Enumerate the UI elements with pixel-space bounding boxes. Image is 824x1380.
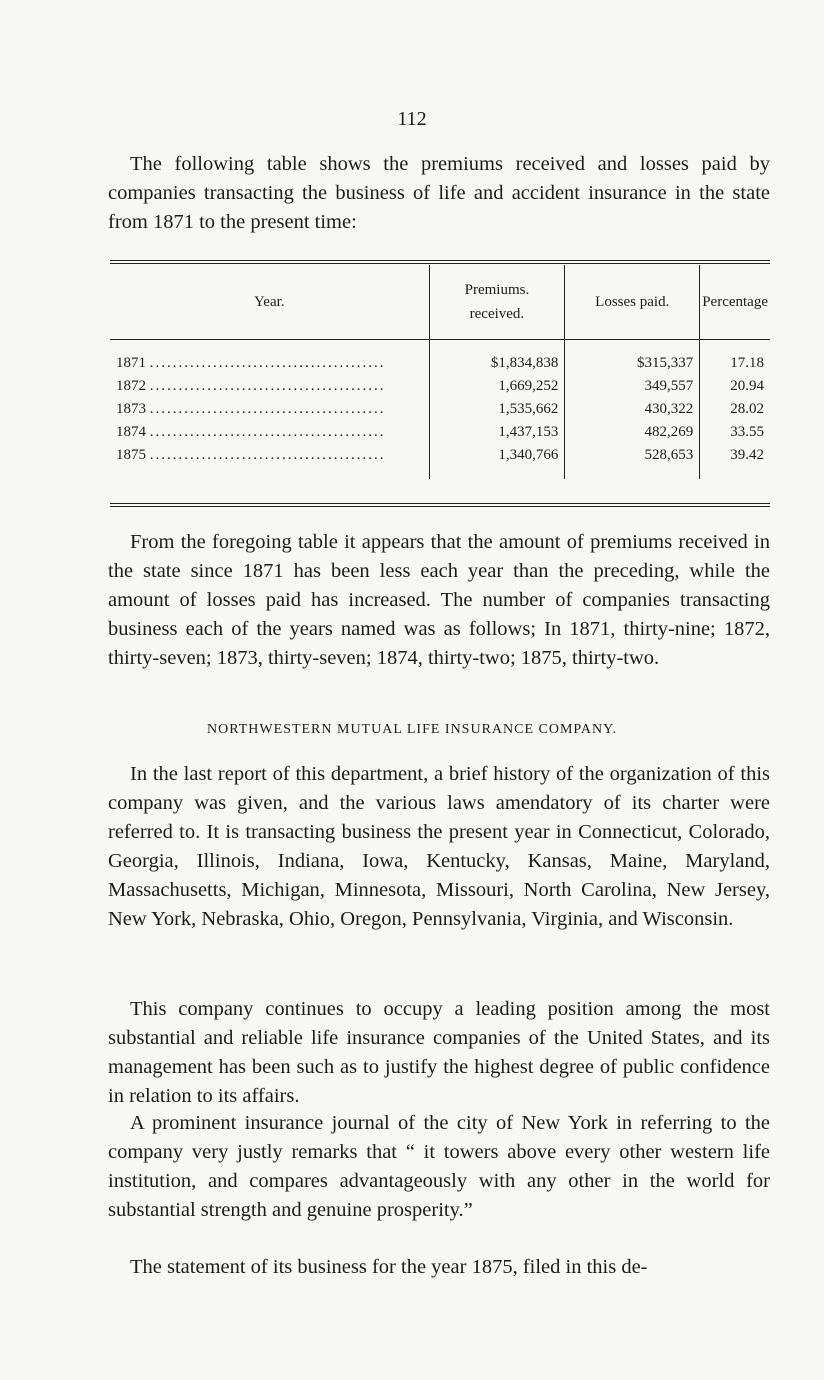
foregoing-paragraph: From the foregoing table it appears that the amount of premiums received in the state since 1871 has been less each year than the preceding, while the amount of losses paid has increased. The number of companies transacting business each of the years named was as follows; In 1871, thirty-nine; 1872, thirty-seven; 1873, thirty-seven; 1874, thirty-two; 1875, thirty-two. xyxy=(108,531,770,669)
row-year: 1872 ......................................... xyxy=(116,378,386,394)
row-losses: 528,653 xyxy=(565,444,700,479)
row-percentage: 33.55 xyxy=(700,421,770,444)
row-percentage: 28.02 xyxy=(700,398,770,421)
row-losses: 430,322 xyxy=(565,398,700,421)
header-premiums-line1: Premiums. xyxy=(464,282,530,298)
table-row xyxy=(110,375,770,398)
header-percentage: Percentage xyxy=(700,265,770,340)
row-year: 1875 ......................................... xyxy=(116,447,386,463)
row-year: 1873 ......................................... xyxy=(116,401,386,417)
table-header-row xyxy=(110,265,770,340)
report-paragraph: In the last report of this department, a brief history of the organization of this company was given, and the various laws amendatory of its charter were referred to. It is transacting business the present year in Connecticut, Colorado, Georgia, Illinois, Indiana, Iowa, Kentucky, Kansas, Maine, Maryland, Massachusetts, Michigan, Minnesota, Missouri, North Carolina, New Jersey, New York, Nebraska, Ohio, Oregon, Pennsylvania, Virginia, and Wisconsin. xyxy=(108,763,770,930)
section-heading: NORTHWESTERN MUTUAL LIFE INSURANCE COMPANY. xyxy=(207,722,617,737)
header-year: Year. xyxy=(110,265,429,340)
row-percentage: 20.94 xyxy=(700,375,770,398)
journal-paragraph: A prominent insurance journal of the city of New York in referring to the company very justly remarks that “ it towers above every other western life institution, and compares advantageously with any other in the world for substantial strength and genuine prosperity.” xyxy=(108,1112,770,1221)
statement-paragraph: The statement of its business for the year 1875, filed in this de- xyxy=(130,1256,648,1278)
table-top-rule-2 xyxy=(110,263,770,264)
row-year: 1871 ......................................... xyxy=(116,355,386,371)
page-number: 112 xyxy=(397,108,427,130)
table-bottom-rule xyxy=(110,503,770,504)
row-losses: $315,337 xyxy=(565,340,700,376)
table-row xyxy=(110,398,770,421)
premiums-losses-table xyxy=(110,265,770,479)
table-top-rule xyxy=(110,260,770,261)
row-premiums: 1,340,766 xyxy=(429,444,565,479)
row-losses: 482,269 xyxy=(565,421,700,444)
table-row xyxy=(110,444,770,479)
header-premiums-line2: received. xyxy=(469,306,525,322)
row-premiums: 1,535,662 xyxy=(429,398,565,421)
row-premiums: 1,669,252 xyxy=(429,375,565,398)
header-premiums xyxy=(429,265,565,340)
row-year: 1874 ......................................... xyxy=(116,424,386,440)
table-bottom-rule-2 xyxy=(110,506,770,507)
row-percentage: 39.42 xyxy=(700,444,770,479)
header-losses: Losses paid. xyxy=(565,265,700,340)
intro-paragraph: The following table shows the premiums received and losses paid by companies transacting the business of life and accident insurance in the state from 1871 to the present time: xyxy=(108,153,770,233)
table-row xyxy=(110,340,770,376)
row-premiums: 1,437,153 xyxy=(429,421,565,444)
row-losses: 349,557 xyxy=(565,375,700,398)
table-row xyxy=(110,421,770,444)
company-paragraph: This company continues to occupy a leading position among the most substantial and reliable life insurance companies of the United States, and its management has been such as to justify the highest degree of public confidence in relation to its affairs. xyxy=(108,998,770,1107)
row-percentage: 17.18 xyxy=(700,340,770,376)
row-premiums: $1,834,838 xyxy=(429,340,565,376)
